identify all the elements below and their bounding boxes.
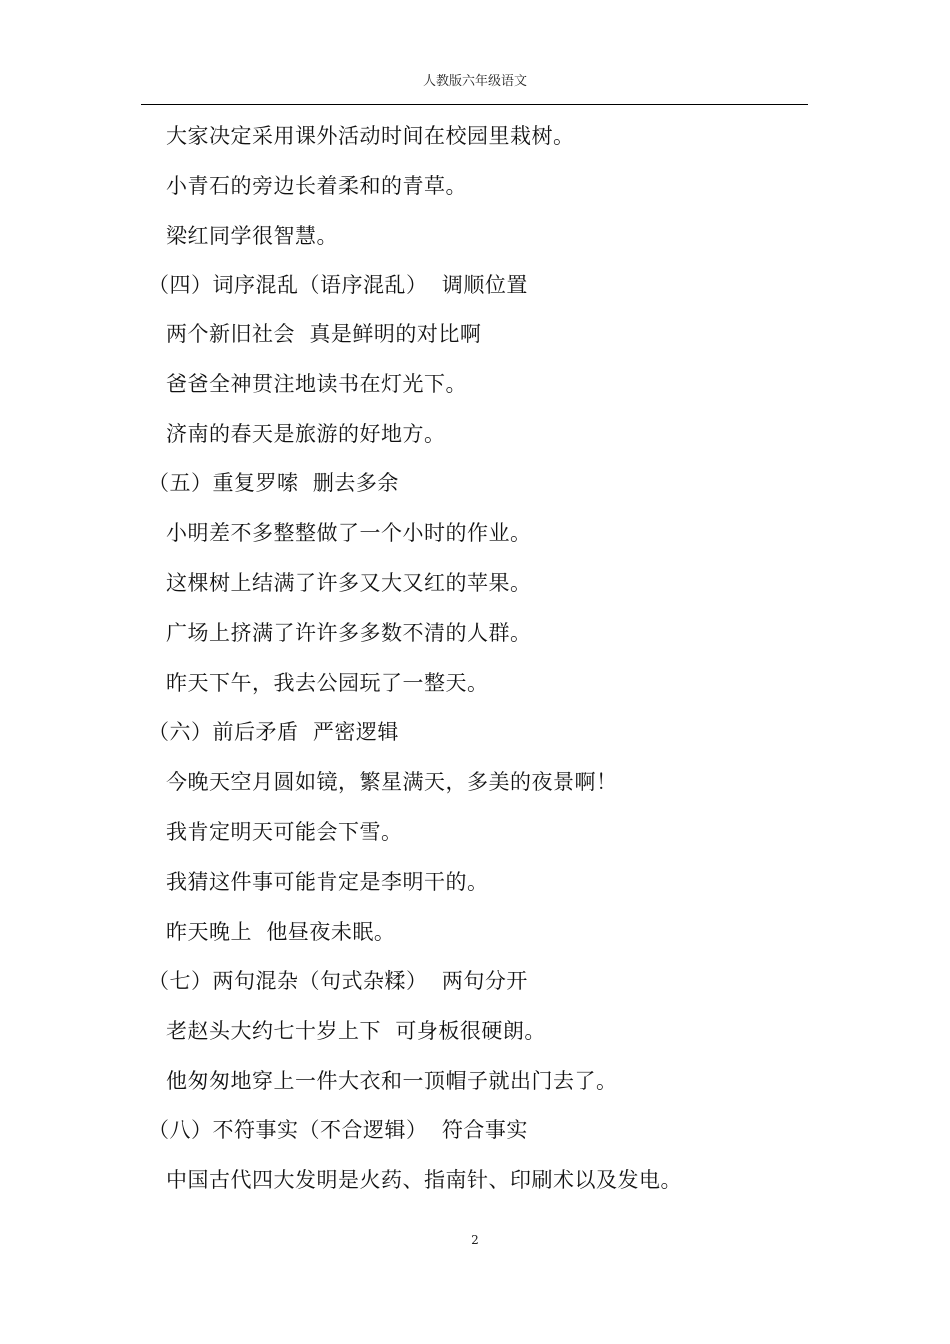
example-sentence: 小青石的旁边长着柔和的青草。 bbox=[166, 174, 467, 198]
example-sentence: 梁红同学很智慧。 bbox=[166, 224, 338, 248]
example-sentence: 大家决定采用课外活动时间在校园里栽树。 bbox=[166, 124, 575, 148]
example-sentence: 昨天下午，我去公园玩了一整天。 bbox=[166, 671, 489, 695]
header-divider bbox=[141, 104, 808, 105]
section-heading-5: （五）重复罗嗦 删去多余 bbox=[148, 471, 399, 495]
example-sentence: 今晚天空月圆如镜，繁星满天，多美的夜景啊！ bbox=[166, 770, 618, 794]
example-sentence: 两个新旧社会 真是鲜明的对比啊 bbox=[166, 322, 482, 346]
page-header-title: 人教版六年级语文 bbox=[422, 74, 527, 89]
example-sentence: 济南的春天是旅游的好地方。 bbox=[166, 422, 446, 446]
example-sentence: 我肯定明天可能会下雪。 bbox=[166, 820, 403, 844]
example-sentence: 广场上挤满了许许多多数不清的人群。 bbox=[166, 621, 532, 645]
page-number: 2 bbox=[471, 1233, 479, 1247]
example-sentence: 这棵树上结满了许多又大又红的苹果。 bbox=[166, 571, 532, 595]
example-sentence: 中国古代四大发明是火药、指南针、印刷术以及发电。 bbox=[166, 1168, 682, 1192]
example-sentence: 他匆匆地穿上一件大衣和一顶帽子就出门去了。 bbox=[166, 1069, 618, 1093]
example-sentence: 昨天晚上 他昼夜未眠。 bbox=[166, 920, 396, 944]
example-sentence: 爸爸全神贯注地读书在灯光下。 bbox=[166, 372, 467, 396]
section-heading-4: （四）词序混乱（语序混乱）⁠ 调顺位置 bbox=[148, 273, 528, 297]
section-heading-8: （八）不符事实（不合逻辑） 符合事实 bbox=[148, 1118, 528, 1142]
example-sentence: 老赵头大约七十岁上下 可身板很硬朗。 bbox=[166, 1019, 546, 1043]
section-heading-6: （六）前后矛盾 严密逻辑 bbox=[148, 720, 399, 744]
example-sentence: 小明差不多整整做了一个小时的作业。 bbox=[166, 521, 532, 545]
section-heading-7: （七）两句混杂（句式杂糅） 两句分开 bbox=[148, 969, 528, 993]
example-sentence: 我猜这件事可能肯定是李明干的。 bbox=[166, 870, 489, 894]
